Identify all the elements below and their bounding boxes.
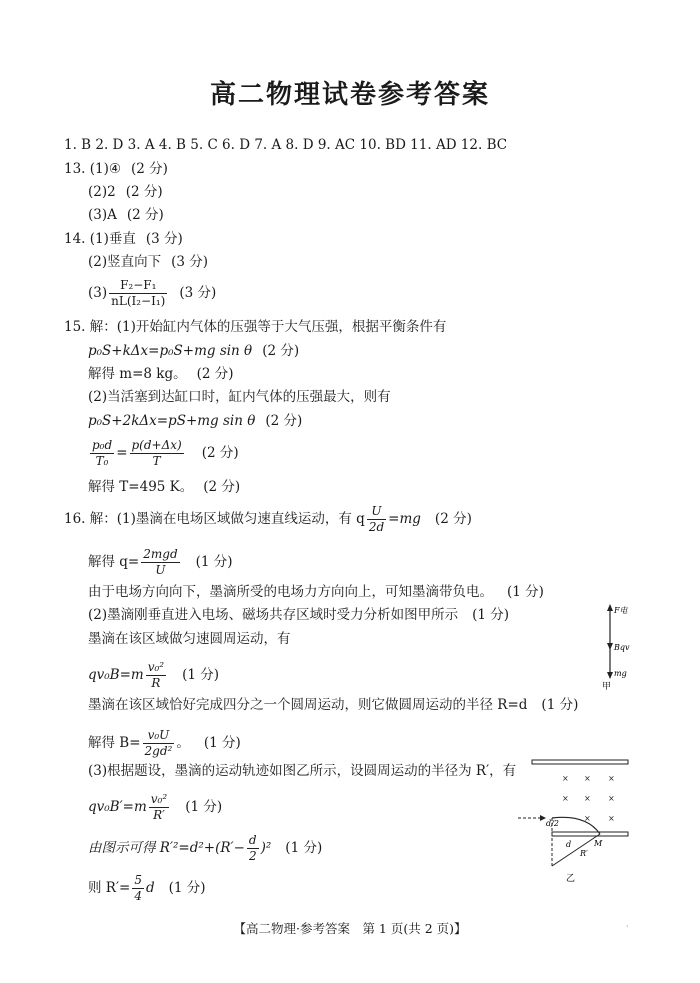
score: (3 分) xyxy=(171,254,209,270)
result-text: 解得 m=8 kg。 xyxy=(88,366,187,382)
q15-gas-law: $\frac{\text{p₀d}}{\text{T₀}}$ = $\frac{p(d+\Delta x)}{T}$ (2 分) xyxy=(92,438,239,468)
fraction-numerator: v₀U xyxy=(143,728,175,744)
corner-mark: · xyxy=(626,922,629,931)
q14-part2 xyxy=(88,253,208,271)
score: (2 分) xyxy=(262,343,300,359)
score: (1 分) xyxy=(168,880,206,896)
gravity-label: mg xyxy=(614,669,627,678)
q15-equation-2 xyxy=(88,412,302,430)
d-label: d xyxy=(566,840,572,849)
fraction xyxy=(367,504,386,535)
arrow-down-icon xyxy=(607,672,613,679)
fraction-numerator: v₀² xyxy=(147,660,165,674)
field-cross-icon: × xyxy=(608,814,615,823)
fraction-numerator: 2mgd xyxy=(143,547,178,561)
score: (1 分) xyxy=(507,584,544,600)
score: (2 分) xyxy=(434,511,472,527)
score: (2 分) xyxy=(203,479,241,495)
equation: p₀S+kΔx=p₀S+mg sin θ xyxy=(88,343,253,359)
fraction-numerator: v₀² xyxy=(150,792,168,806)
fraction-numerator: U xyxy=(367,504,386,520)
q14-part2-text: (2)竖直向下 xyxy=(88,254,162,270)
score: (2 分) xyxy=(265,413,303,429)
q16-force-equation xyxy=(88,660,219,691)
field-cross-icon: × xyxy=(584,814,591,823)
q13-part3 xyxy=(88,206,164,224)
lower-plate xyxy=(552,832,628,836)
fraction-denominator: 2 xyxy=(248,849,257,863)
equation: p₀S+2kΔx=pS+mg sin θ xyxy=(88,413,256,429)
fraction-numerator: p₀d xyxy=(92,438,113,452)
q15-result-t xyxy=(88,478,240,496)
magnetic-force-label: Bqv xyxy=(614,643,630,652)
explanation-text: (2)墨滴刚垂直进入电场、磁场共存区域时受力分析如图甲所示 xyxy=(88,607,459,623)
equation: qv₀B=m xyxy=(88,667,144,683)
fraction xyxy=(90,438,114,469)
radius-line xyxy=(552,834,600,866)
mc-answers: 1. B 2. D 3. A 4. B 5. C 6. D 7. A 8. D 9. AC 10. BD 11. AD 12. BC xyxy=(64,137,508,153)
q16-result-q xyxy=(88,547,233,578)
fraction-denominator: T₀ xyxy=(95,454,109,468)
fraction-denominator: 2d xyxy=(368,520,385,534)
score: (2 分) xyxy=(196,366,234,382)
period: 。 xyxy=(176,735,190,751)
field-cross-icon: × xyxy=(584,794,591,803)
q14-part1 xyxy=(64,230,183,248)
equation: 由图示可得 R′²=d²+(R′− xyxy=(88,840,245,856)
q16-intro xyxy=(64,504,472,535)
score: (1 分) xyxy=(541,697,579,713)
fraction-denominator: T xyxy=(152,454,161,468)
score: (1 分) xyxy=(285,840,323,856)
score: (1 分) xyxy=(185,799,223,815)
result-text: 则 R′= xyxy=(88,880,131,896)
fraction xyxy=(143,728,175,759)
q16-part3-intro: (3)根据题设，墨滴的运动轨迹如图乙所示，设圆周运动的半径为 R′，有 xyxy=(88,763,517,779)
fraction xyxy=(146,660,166,691)
fraction-denominator: R xyxy=(151,676,161,690)
fraction-denominator: U xyxy=(155,563,166,577)
result-text: 解得 T=495 K。 xyxy=(88,479,194,495)
fraction-numerator: F₂−F₁ xyxy=(109,278,167,294)
score: (3 分) xyxy=(179,285,217,301)
fraction xyxy=(109,278,167,309)
equation: qv₀B′=m xyxy=(88,799,147,815)
fraction-denominator: nL(I₂−I₁) xyxy=(111,294,166,308)
equation-tail: )² xyxy=(260,840,272,856)
score: (1 分) xyxy=(182,667,220,683)
q16-radius xyxy=(88,696,578,714)
equation-tail: d xyxy=(145,880,155,896)
explanation-text: 墨滴在该区域恰好完成四分之一个圆周运动，则它做圆周运动的半径 R=d xyxy=(88,697,528,713)
q13-part2 xyxy=(88,183,163,201)
point-m-label: M xyxy=(594,839,603,848)
score: (1 分) xyxy=(472,607,510,623)
field-cross-icon: × xyxy=(608,794,615,803)
fraction xyxy=(130,438,184,469)
figure-caption: 乙 xyxy=(566,874,576,884)
fraction-denominator: 4 xyxy=(134,889,142,903)
half-d-label: d/2 xyxy=(546,819,559,828)
fraction xyxy=(149,792,169,823)
score: (2 分) xyxy=(131,161,168,177)
figure-caption: 甲 xyxy=(602,682,612,692)
equation-tail: =mg xyxy=(388,511,421,527)
arrow-up-icon xyxy=(607,604,613,611)
q14-part3 xyxy=(88,278,216,309)
figure-jia-force-diagram xyxy=(598,600,640,692)
score: (2 分) xyxy=(126,207,164,223)
fraction xyxy=(247,833,259,864)
radius-label: R′ xyxy=(580,849,588,858)
field-cross-icon: × xyxy=(562,794,569,803)
q15-intro: 15. 解：(1)开始缸内气体的压强等于大气压强，根据平衡条件有 xyxy=(64,319,447,335)
q15-part2-intro: (2)当活塞到达缸口时，缸内气体的压强最大，则有 xyxy=(88,389,391,405)
result-text: 解得 q= xyxy=(88,554,140,570)
page-footer: 【高二物理·参考答案 第 1 页(共 2 页)】 xyxy=(233,921,467,936)
field-cross-icon: × xyxy=(608,774,615,783)
q14-part1-text: 14. (1)垂直 xyxy=(64,231,136,247)
fraction-numerator: d xyxy=(248,833,257,847)
explanation-text: 由于电场方向向下，墨滴所受的电场力方向向上，可知墨滴带负电。 xyxy=(88,584,493,600)
upper-plate xyxy=(532,760,628,764)
fraction xyxy=(141,547,179,578)
q13-part2-text: (2)2 xyxy=(88,184,116,200)
q14-part3-prefix: (3) xyxy=(88,285,108,301)
page-title: 高二物理试卷参考答案 xyxy=(209,80,490,110)
result-text: 解得 B= xyxy=(88,735,141,751)
magnetic-field-marks xyxy=(562,774,615,823)
score: (1 分) xyxy=(203,735,241,751)
electric-force-label: F电 xyxy=(614,606,628,615)
score: (2 分) xyxy=(125,184,163,200)
score: (2 分) xyxy=(201,445,239,461)
field-cross-icon: × xyxy=(562,774,569,783)
fraction-numerator: 5 xyxy=(134,873,142,887)
q16-part2-intro xyxy=(88,606,509,624)
fraction-denominator: R′ xyxy=(153,808,165,822)
q13-part3-text: (3)A xyxy=(88,207,117,223)
q16-circular-motion: 墨滴在该区域做匀速圆周运动，有 xyxy=(88,631,291,647)
q15-result-m xyxy=(88,365,234,383)
field-cross-icon: × xyxy=(584,774,591,783)
q16-result-b xyxy=(88,728,241,759)
fraction xyxy=(132,873,144,904)
q16-intro-text: 16. 解：(1)墨滴在电场区域做匀速直线运动，有 q xyxy=(64,511,365,527)
fraction-denominator: 2gd² xyxy=(144,744,173,758)
figure-yi-trajectory-diagram xyxy=(516,756,636,886)
q16-result-r xyxy=(88,873,206,904)
score: (1 分) xyxy=(195,554,233,570)
q16-force-equation-2 xyxy=(88,792,222,823)
arrow-down-icon xyxy=(607,643,613,650)
q13-part1-text: 13. (1)④ xyxy=(64,161,121,177)
score: (3 分) xyxy=(145,231,183,247)
q16-charge-sign xyxy=(88,583,544,601)
q13-part1 xyxy=(64,160,168,178)
q16-geometry xyxy=(88,833,322,864)
fraction-numerator: p(d+Δx) xyxy=(131,438,182,452)
q15-equation-1 xyxy=(88,342,299,360)
